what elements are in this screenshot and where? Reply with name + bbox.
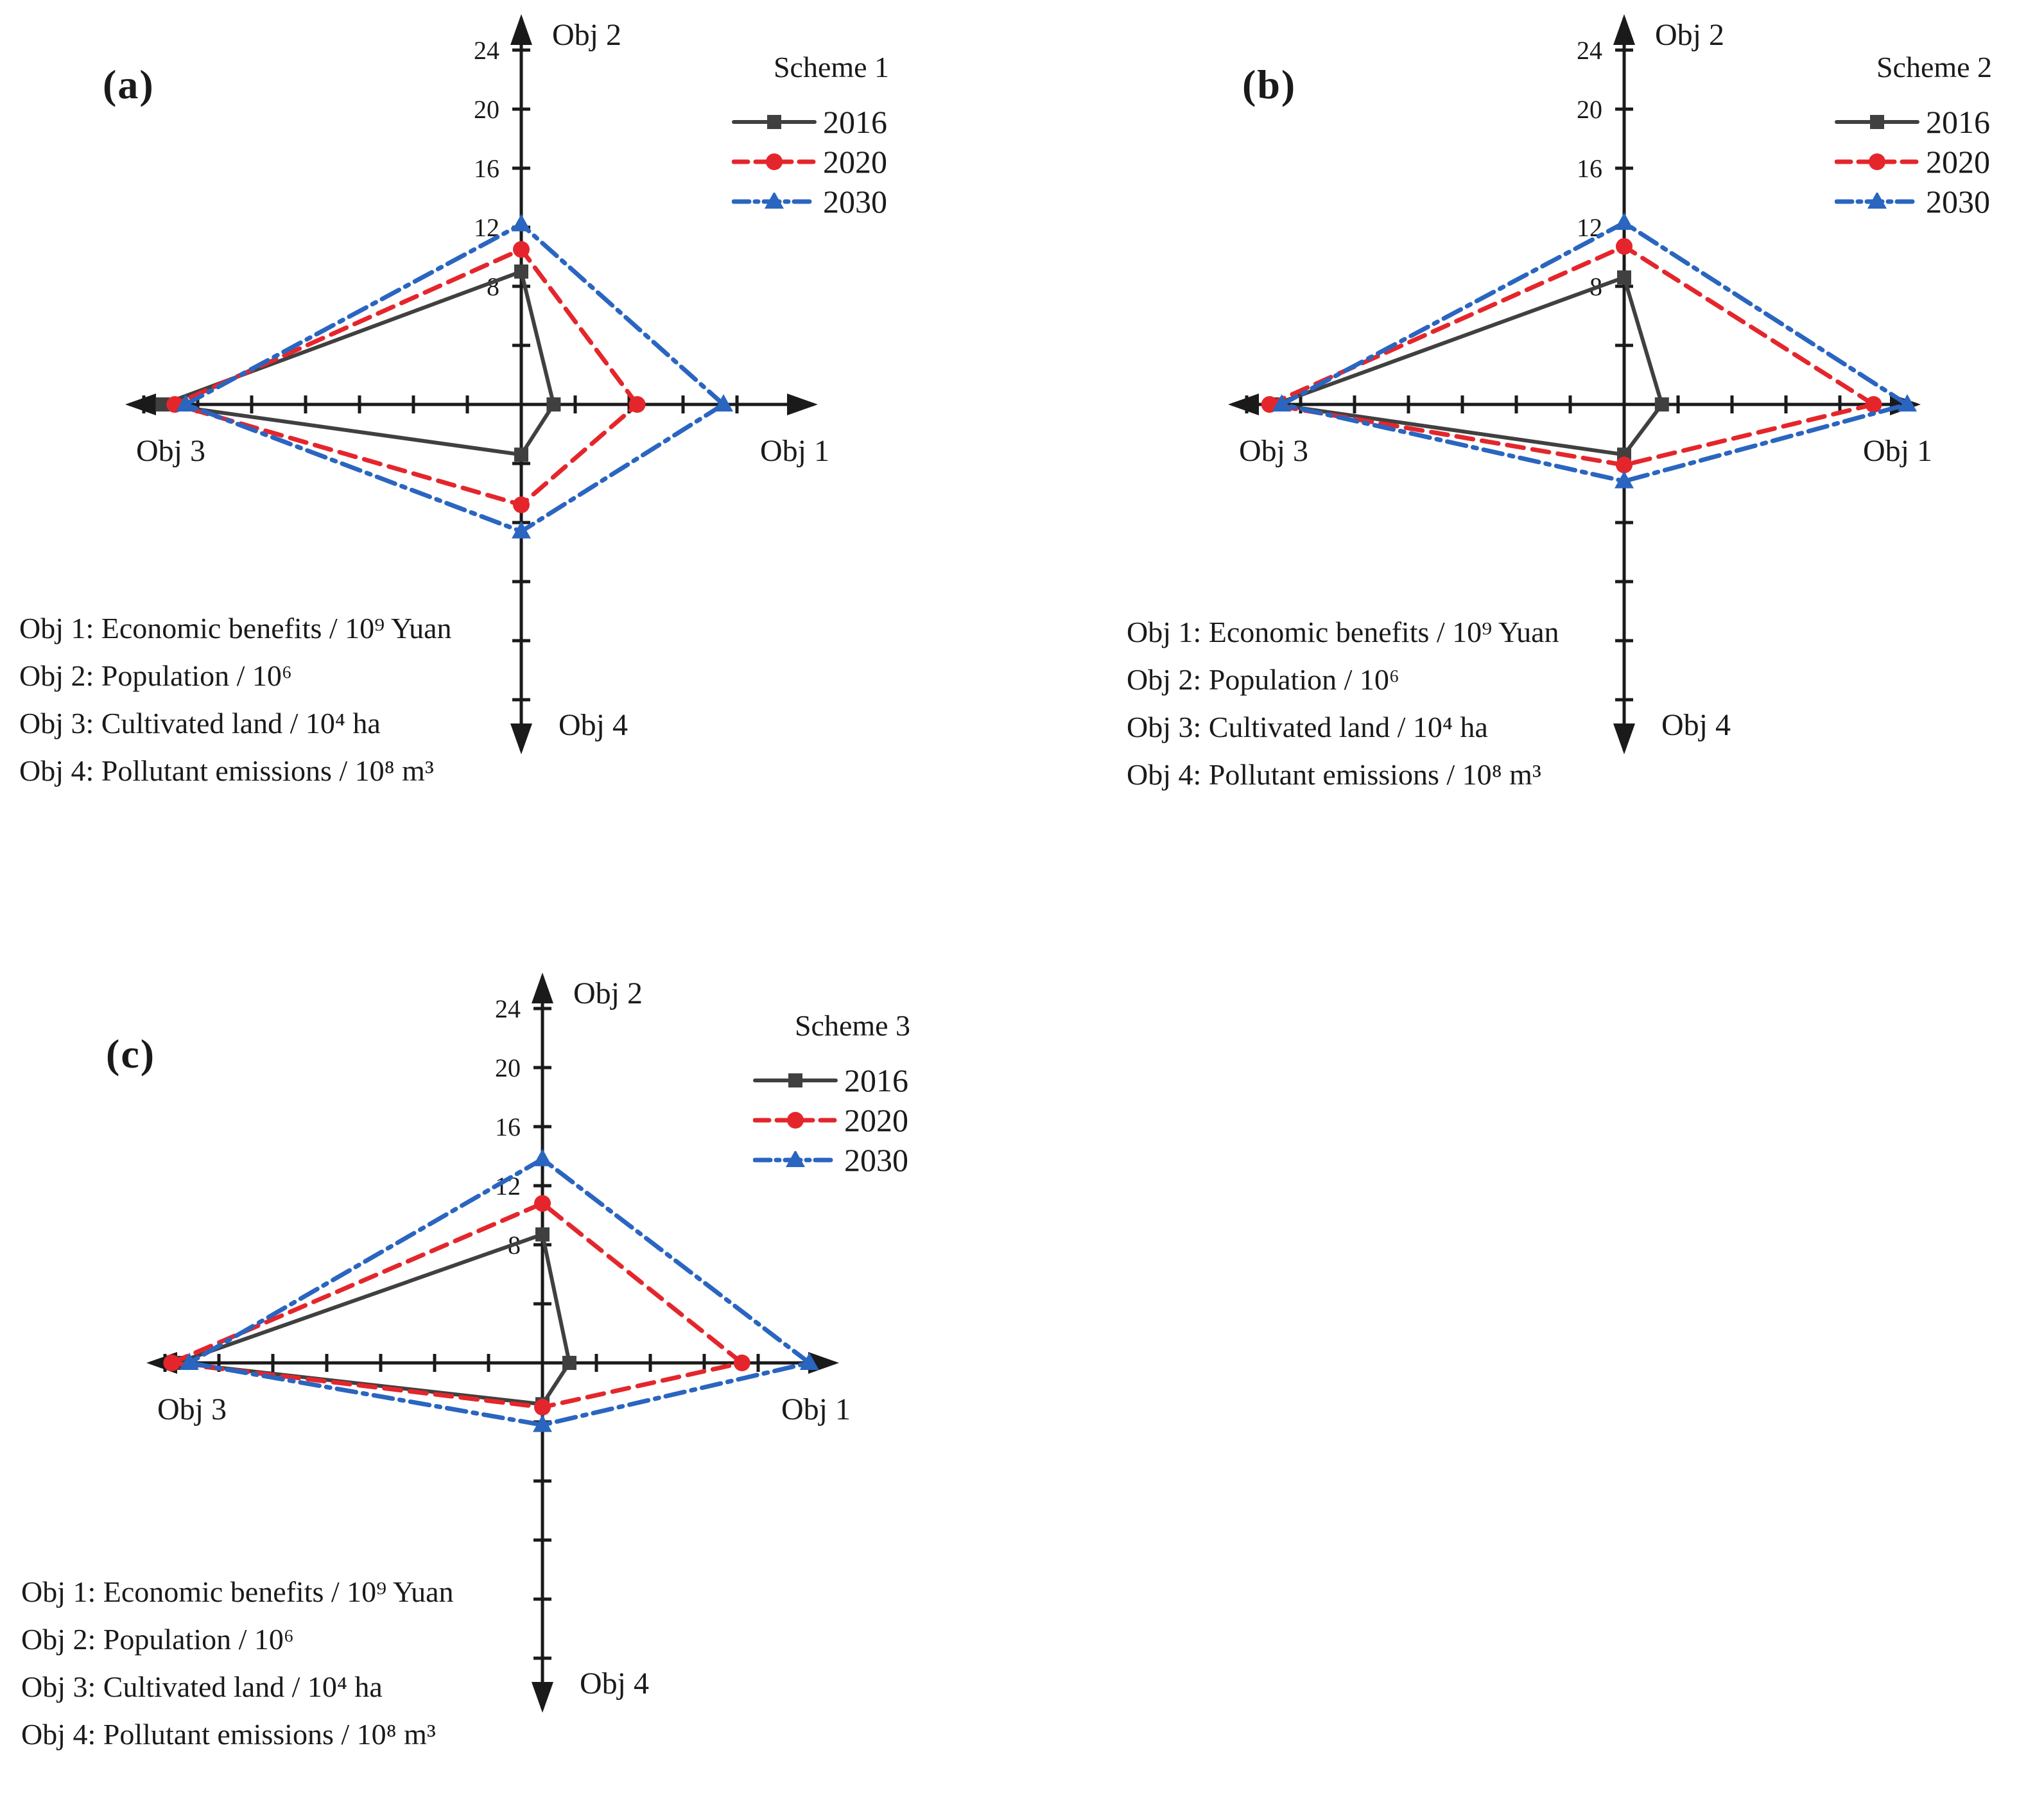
axis-label-obj2: Obj 2 — [1655, 18, 1724, 52]
legend-line-sample-2016-icon — [732, 113, 817, 131]
panel-label-b: (b) — [1242, 62, 1297, 107]
axis-label-obj4: Obj 4 — [580, 1667, 649, 1701]
objective-definitions — [21, 1568, 535, 1758]
tick-label-20: 20 — [495, 1053, 521, 1082]
axis-label-obj3: Obj 3 — [1239, 434, 1308, 468]
axis-label-obj3: Obj 3 — [157, 1392, 227, 1426]
series-outline-2030 — [1282, 223, 1907, 481]
obj2-definition: Obj 2: Population / 10⁶ — [21, 1623, 294, 1656]
obj1-definition: Obj 1: Economic benefits / 10⁹ Yuan — [19, 612, 452, 645]
legend-entry-2020 — [1835, 142, 2034, 182]
axis-label-obj4: Obj 4 — [1661, 708, 1731, 742]
axis-arrow-icon — [532, 973, 553, 1003]
legend-entry-2016 — [753, 1061, 952, 1100]
tick-label-24: 24 — [495, 994, 521, 1023]
legend-title: Scheme 3 — [794, 1009, 911, 1042]
tick-label-16: 16 — [1577, 154, 1602, 183]
legend-line-sample-2030-icon — [732, 193, 817, 211]
axis-label-obj1: Obj 1 — [781, 1392, 851, 1426]
legend-year-label: 2016 — [844, 1062, 908, 1098]
series-outline-2016 — [177, 1234, 569, 1404]
legend-line-sample-2020-icon — [732, 153, 817, 171]
panel-scheme-1 — [0, 0, 937, 835]
tick-label-20: 20 — [1577, 95, 1602, 124]
legend-line-sample-2030-icon — [1835, 193, 1919, 211]
axis-label-obj2: Obj 2 — [552, 18, 621, 52]
legend-entry-2020 — [753, 1100, 952, 1140]
legend-year-label: 2016 — [1926, 104, 1990, 140]
series-2030 — [1272, 212, 1917, 488]
axis-arrow-icon — [1228, 394, 1259, 415]
legend-line-sample-2020-icon — [1835, 153, 1919, 171]
obj4-definition: Obj 4: Pollutant emissions / 10⁸ m³ — [21, 1718, 436, 1751]
axis-arrow-icon — [510, 14, 532, 45]
obj4-definition: Obj 4: Pollutant emissions / 10⁸ m³ — [19, 754, 434, 787]
tick-label-8: 8 — [1589, 272, 1602, 301]
objective-definitions — [1127, 609, 1640, 799]
legend-year-label: 2020 — [823, 144, 887, 180]
legend-year-label: 2030 — [823, 184, 887, 220]
panel-label-a: (a) — [103, 62, 155, 107]
tick-label-8: 8 — [508, 1231, 521, 1260]
series-2030 — [176, 214, 733, 538]
tick-label-16: 16 — [474, 154, 499, 183]
legend-line-sample-2016-icon — [1835, 113, 1919, 131]
legend-line-sample-2020-icon — [753, 1111, 838, 1129]
legend-entry-2016 — [732, 102, 931, 142]
legend-scheme-2 — [1835, 50, 2034, 221]
axis-label-obj2: Obj 2 — [573, 976, 643, 1010]
legend-title: Scheme 1 — [773, 51, 890, 83]
obj3-definition: Obj 3: Cultivated land / 10⁴ ha — [21, 1670, 383, 1703]
legend-entry-2030 — [1835, 182, 2034, 221]
axis-label-obj3: Obj 3 — [136, 434, 205, 468]
tick-label-12: 12 — [1577, 213, 1602, 242]
axis-label-obj4: Obj 4 — [559, 708, 628, 742]
legend-year-label: 2020 — [1926, 144, 1990, 180]
legend-line-sample-2030-icon — [753, 1151, 838, 1169]
axis-arrow-icon — [1613, 14, 1635, 45]
legend-entry-2016 — [1835, 102, 2034, 142]
obj1-definition: Obj 1: Economic benefits / 10⁹ Yuan — [21, 1575, 454, 1608]
legend-title: Scheme 2 — [1876, 51, 1993, 83]
tick-label-16: 16 — [495, 1113, 521, 1141]
legend-year-label: 2016 — [823, 104, 887, 140]
panel-scheme-3 — [21, 958, 958, 1793]
panel-label-c: (c) — [106, 1031, 156, 1077]
legend-entry-2020 — [732, 142, 931, 182]
objective-definitions — [19, 605, 533, 795]
legend-entry-2030 — [732, 182, 931, 221]
obj2-definition: Obj 2: Population / 10⁶ — [19, 659, 292, 692]
tick-label-20: 20 — [474, 95, 499, 124]
legend-scheme-1 — [732, 50, 931, 221]
tick-label-24: 24 — [1577, 36, 1602, 65]
legend-year-label: 2020 — [844, 1102, 908, 1138]
legend-scheme-3 — [753, 1009, 952, 1180]
obj4-definition: Obj 4: Pollutant emissions / 10⁸ m³ — [1127, 758, 1541, 791]
legend-year-label: 2030 — [844, 1142, 908, 1178]
tick-label-8: 8 — [487, 272, 499, 301]
legend-year-label: 2030 — [1926, 184, 1990, 220]
axis-arrow-icon — [125, 394, 156, 415]
series-2016 — [1268, 270, 1669, 462]
obj3-definition: Obj 3: Cultivated land / 10⁴ ha — [19, 707, 381, 740]
obj3-definition: Obj 3: Cultivated land / 10⁴ ha — [1127, 711, 1488, 743]
tick-label-24: 24 — [474, 36, 499, 65]
series-2020 — [166, 241, 645, 514]
tick-label-12: 12 — [474, 213, 499, 242]
series-2020 — [164, 1195, 750, 1416]
axis-arrow-icon — [532, 1682, 553, 1713]
obj1-definition: Obj 1: Economic benefits / 10⁹ Yuan — [1127, 616, 1559, 648]
axis-label-obj1: Obj 1 — [760, 434, 829, 468]
panel-scheme-2 — [1103, 0, 2040, 835]
legend-entry-2030 — [753, 1140, 952, 1180]
obj2-definition: Obj 2: Population / 10⁶ — [1127, 663, 1399, 696]
series-2016 — [155, 264, 560, 462]
axis-label-obj1: Obj 1 — [1863, 434, 1932, 468]
series-outline-2020 — [1270, 247, 1874, 465]
legend-line-sample-2016-icon — [753, 1071, 838, 1089]
tick-label-12: 12 — [495, 1172, 521, 1200]
